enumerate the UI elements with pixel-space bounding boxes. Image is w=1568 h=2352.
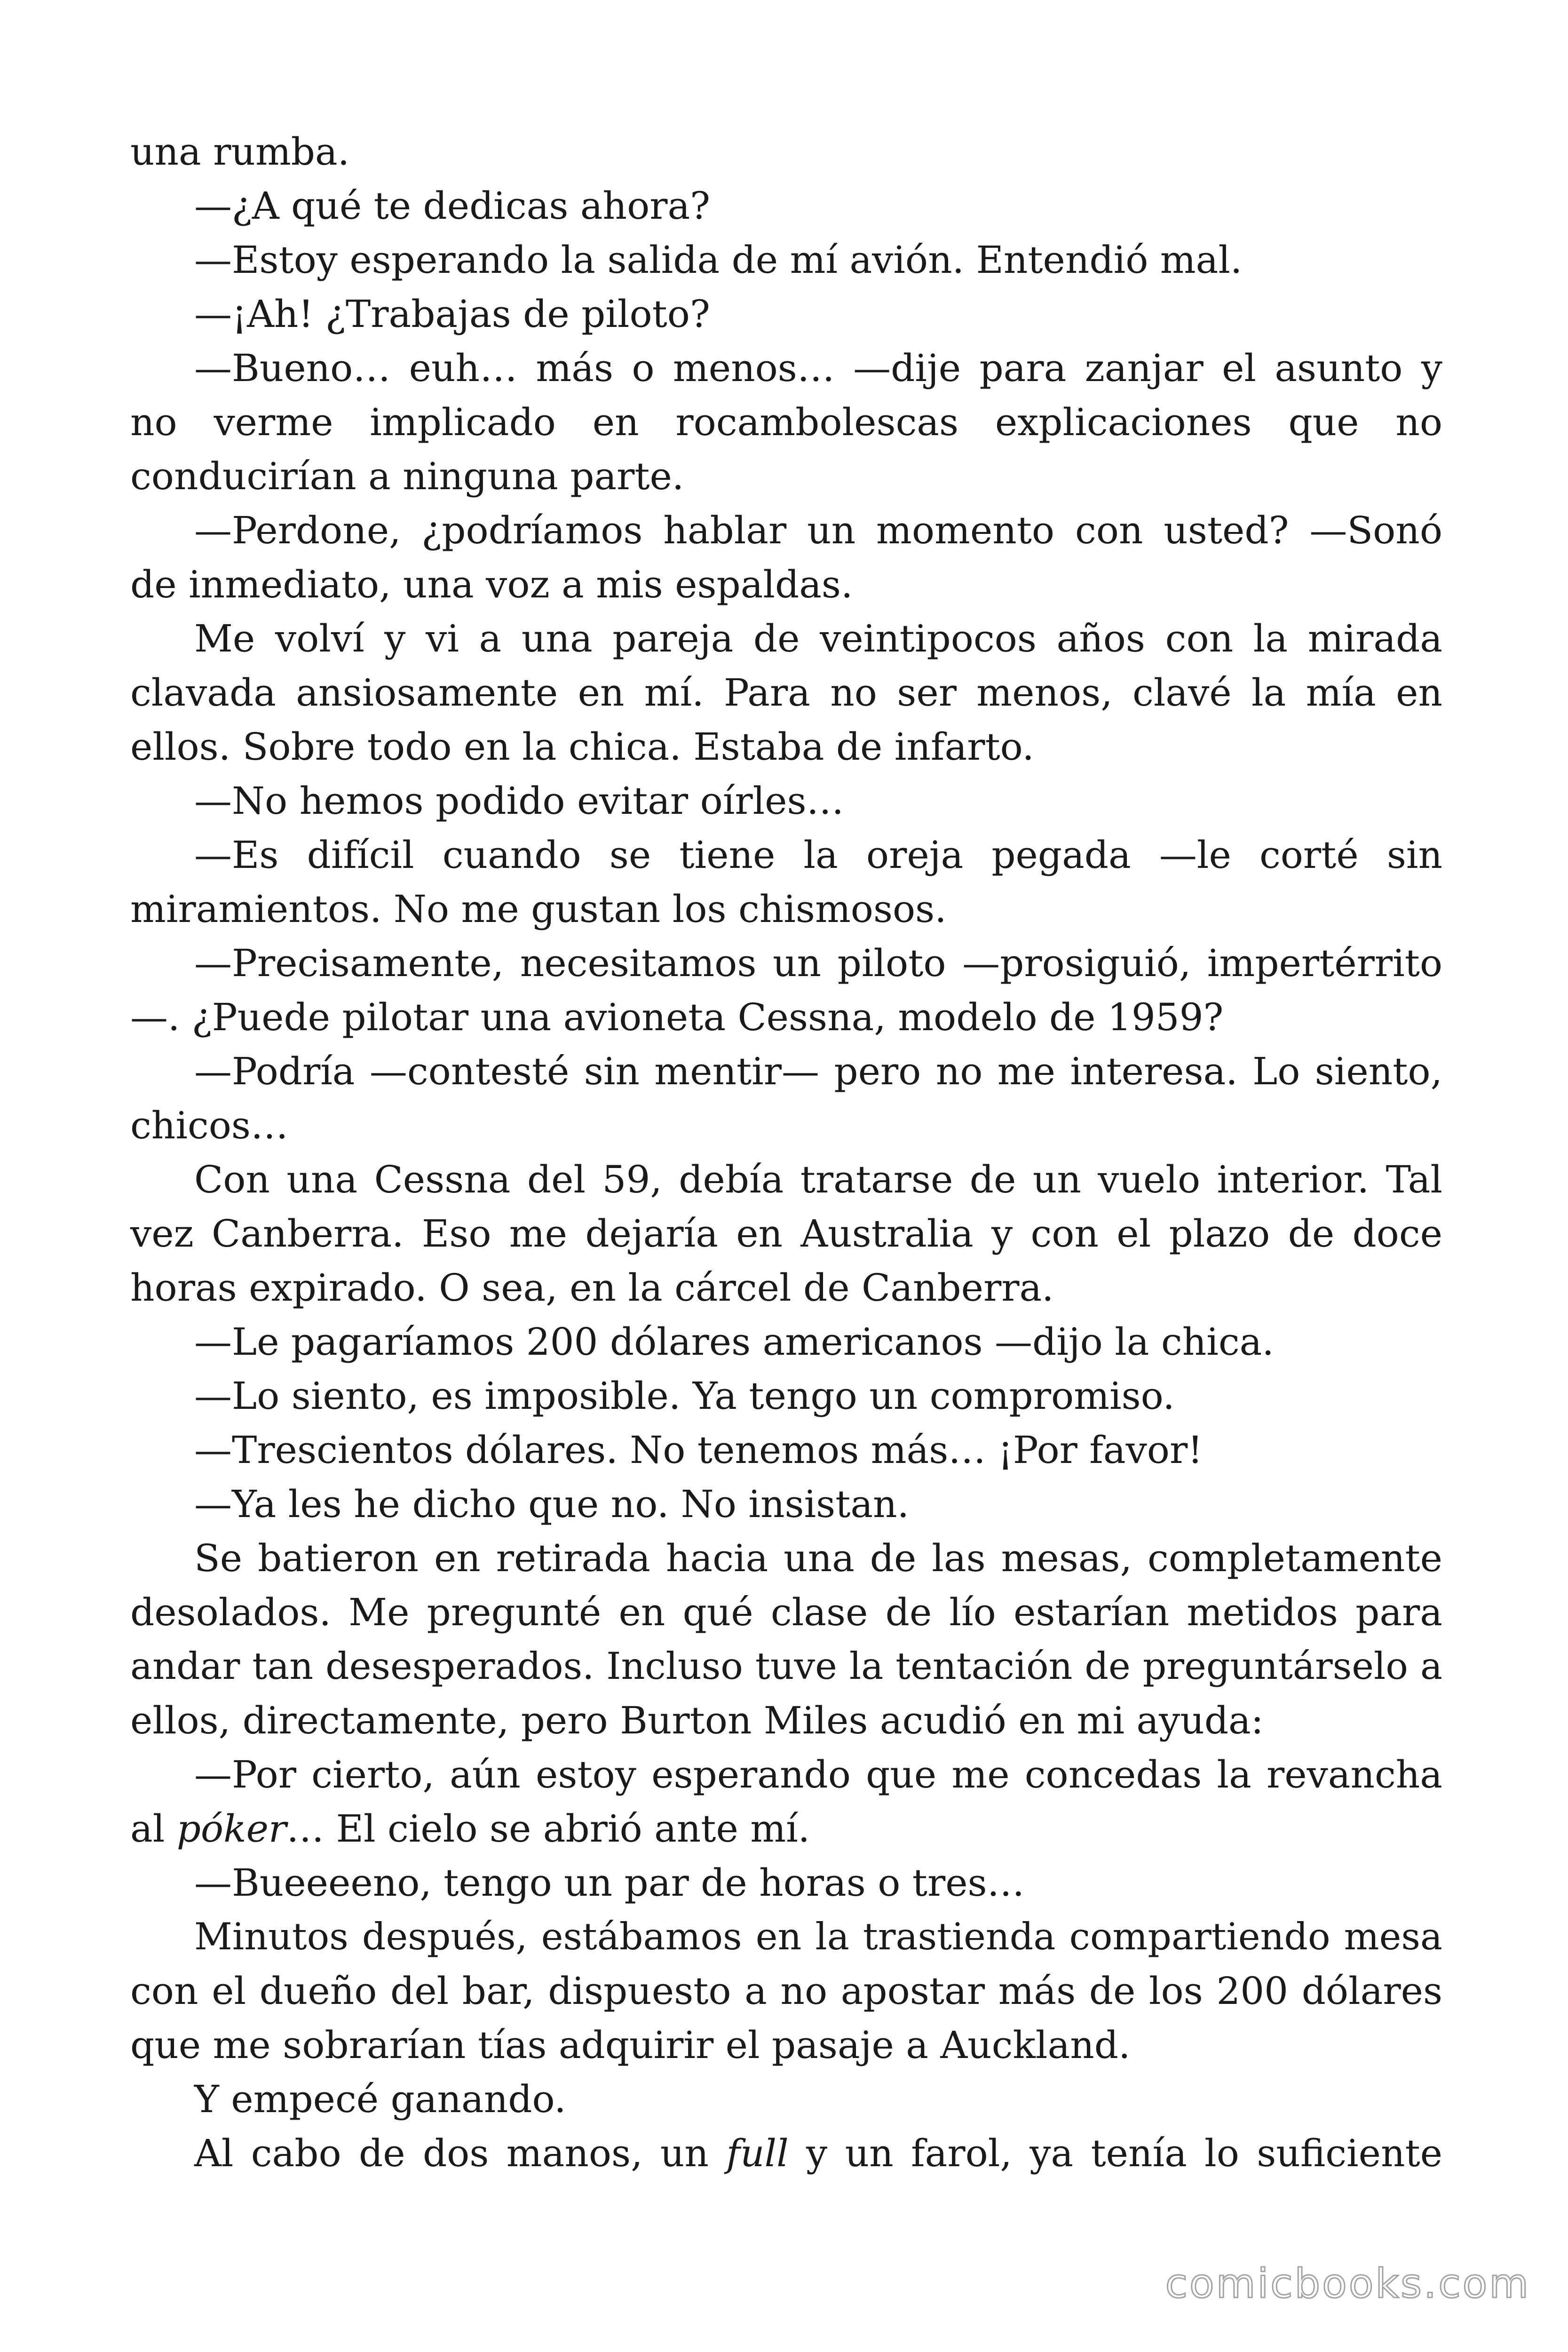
- text-line: Se batieron en retirada hacia una de las mesas, completamente: [194, 1536, 1442, 1580]
- text-line: —Bueno… euh… más o menos… —dije para zanjar el asunto y: [194, 346, 1442, 390]
- text-line: una rumba.: [130, 130, 350, 174]
- text-line: —¡Ah! ¿Trabajas de piloto?: [194, 292, 710, 336]
- text-line: chicos…: [130, 1104, 288, 1147]
- text-line: —¿A qué te dedicas ahora?: [194, 184, 711, 228]
- text-line: —No hemos podido evitar oírles…: [194, 779, 844, 823]
- text-line: —Estoy esperando la salida de mí avión. Entendió mal.: [194, 238, 1243, 282]
- text-line: —Bueeeeno, tengo un par de horas o tres…: [194, 1861, 1025, 1905]
- italic-word: full: [726, 2131, 789, 2175]
- text-segment: Al cabo de dos manos, un: [194, 2131, 727, 2175]
- text-line: conducirían a ninguna parte.: [130, 454, 684, 498]
- text-line: —Por cierto, aún estoy esperando que me concedas la revancha: [194, 1753, 1442, 1796]
- watermark-text: comicbooks.com: [1165, 2260, 1530, 2307]
- text-line: ellos, directamente, pero Burton Miles acudió en mi ayuda:: [130, 1699, 1264, 1742]
- text-line: —Le pagaríamos 200 dólares americanos —dijo la chica.: [194, 1320, 1274, 1364]
- text-line: —. ¿Puede pilotar una avioneta Cessna, modelo de 1959?: [130, 995, 1224, 1039]
- text-line: —Ya les he dicho que no. No insistan.: [194, 1482, 909, 1526]
- text-line: —Trescientos dólares. No tenemos más… ¡Por favor!: [194, 1428, 1203, 1472]
- italic-word: póker: [176, 1807, 287, 1851]
- text-segment: al: [130, 1807, 177, 1851]
- text-line: —Lo siento, es imposible. Ya tengo un compromiso.: [194, 1374, 1175, 1418]
- text-line: ellos. Sobre todo en la chica. Estaba de infarto.: [130, 725, 1034, 769]
- text-line: no verme implicado en rocambolescas explicaciones que no: [130, 400, 1442, 444]
- text-line: miramientos. No me gustan los chismosos.: [130, 887, 947, 931]
- text-line: —Precisamente, necesitamos un piloto —prosiguió, impertérrito: [194, 941, 1442, 985]
- text-line: —Es difícil cuando se tiene la oreja pegada —le corté sin: [194, 833, 1442, 877]
- text-line: horas expirado. O sea, en la cárcel de Canberra.: [130, 1266, 1054, 1310]
- text-line: —Perdone, ¿podríamos hablar un momento con usted? —Sonó: [194, 509, 1442, 552]
- text-segment: … El cielo se abrió ante mí.: [286, 1807, 810, 1851]
- text-line: Minutos después, estábamos en la trastienda compartiendo mesa: [194, 1915, 1442, 1958]
- text-line: [130, 1802, 1442, 1856]
- text-line: que me sobrarían tías adquirir el pasaje a Auckland.: [130, 2023, 1131, 2067]
- text-line: Me volví y vi a una pareja de veintipocos años con la mirada: [194, 617, 1442, 660]
- text-line: de inmediato, una voz a mis espaldas.: [130, 563, 853, 606]
- text-line: desolados. Me pregunté en qué clase de lío estarían metidos para: [130, 1590, 1442, 1634]
- text-line: [130, 2126, 1442, 2180]
- book-page-text: [130, 125, 1442, 2180]
- text-line: vez Canberra. Eso me dejaría en Australia y con el plazo de doce: [130, 1212, 1442, 1255]
- text-line: con el dueño del bar, dispuesto a no apostar más de los 200 dólares: [130, 1969, 1442, 2013]
- text-segment: y un farol, ya tenía lo suficiente: [788, 2131, 1442, 2175]
- text-line: clavada ansiosamente en mí. Para no ser menos, clavé la mía en: [130, 671, 1442, 715]
- text-line: Y empecé ganando.: [194, 2077, 566, 2121]
- text-line: —Podría —contesté sin mentir— pero no me interesa. Lo siento,: [194, 1049, 1442, 1093]
- text-line: andar tan desesperados. Incluso tuve la tentación de preguntárselo a: [130, 1645, 1442, 1688]
- text-line: Con una Cessna del 59, debía tratarse de un vuelo interior. Tal: [194, 1158, 1442, 1201]
